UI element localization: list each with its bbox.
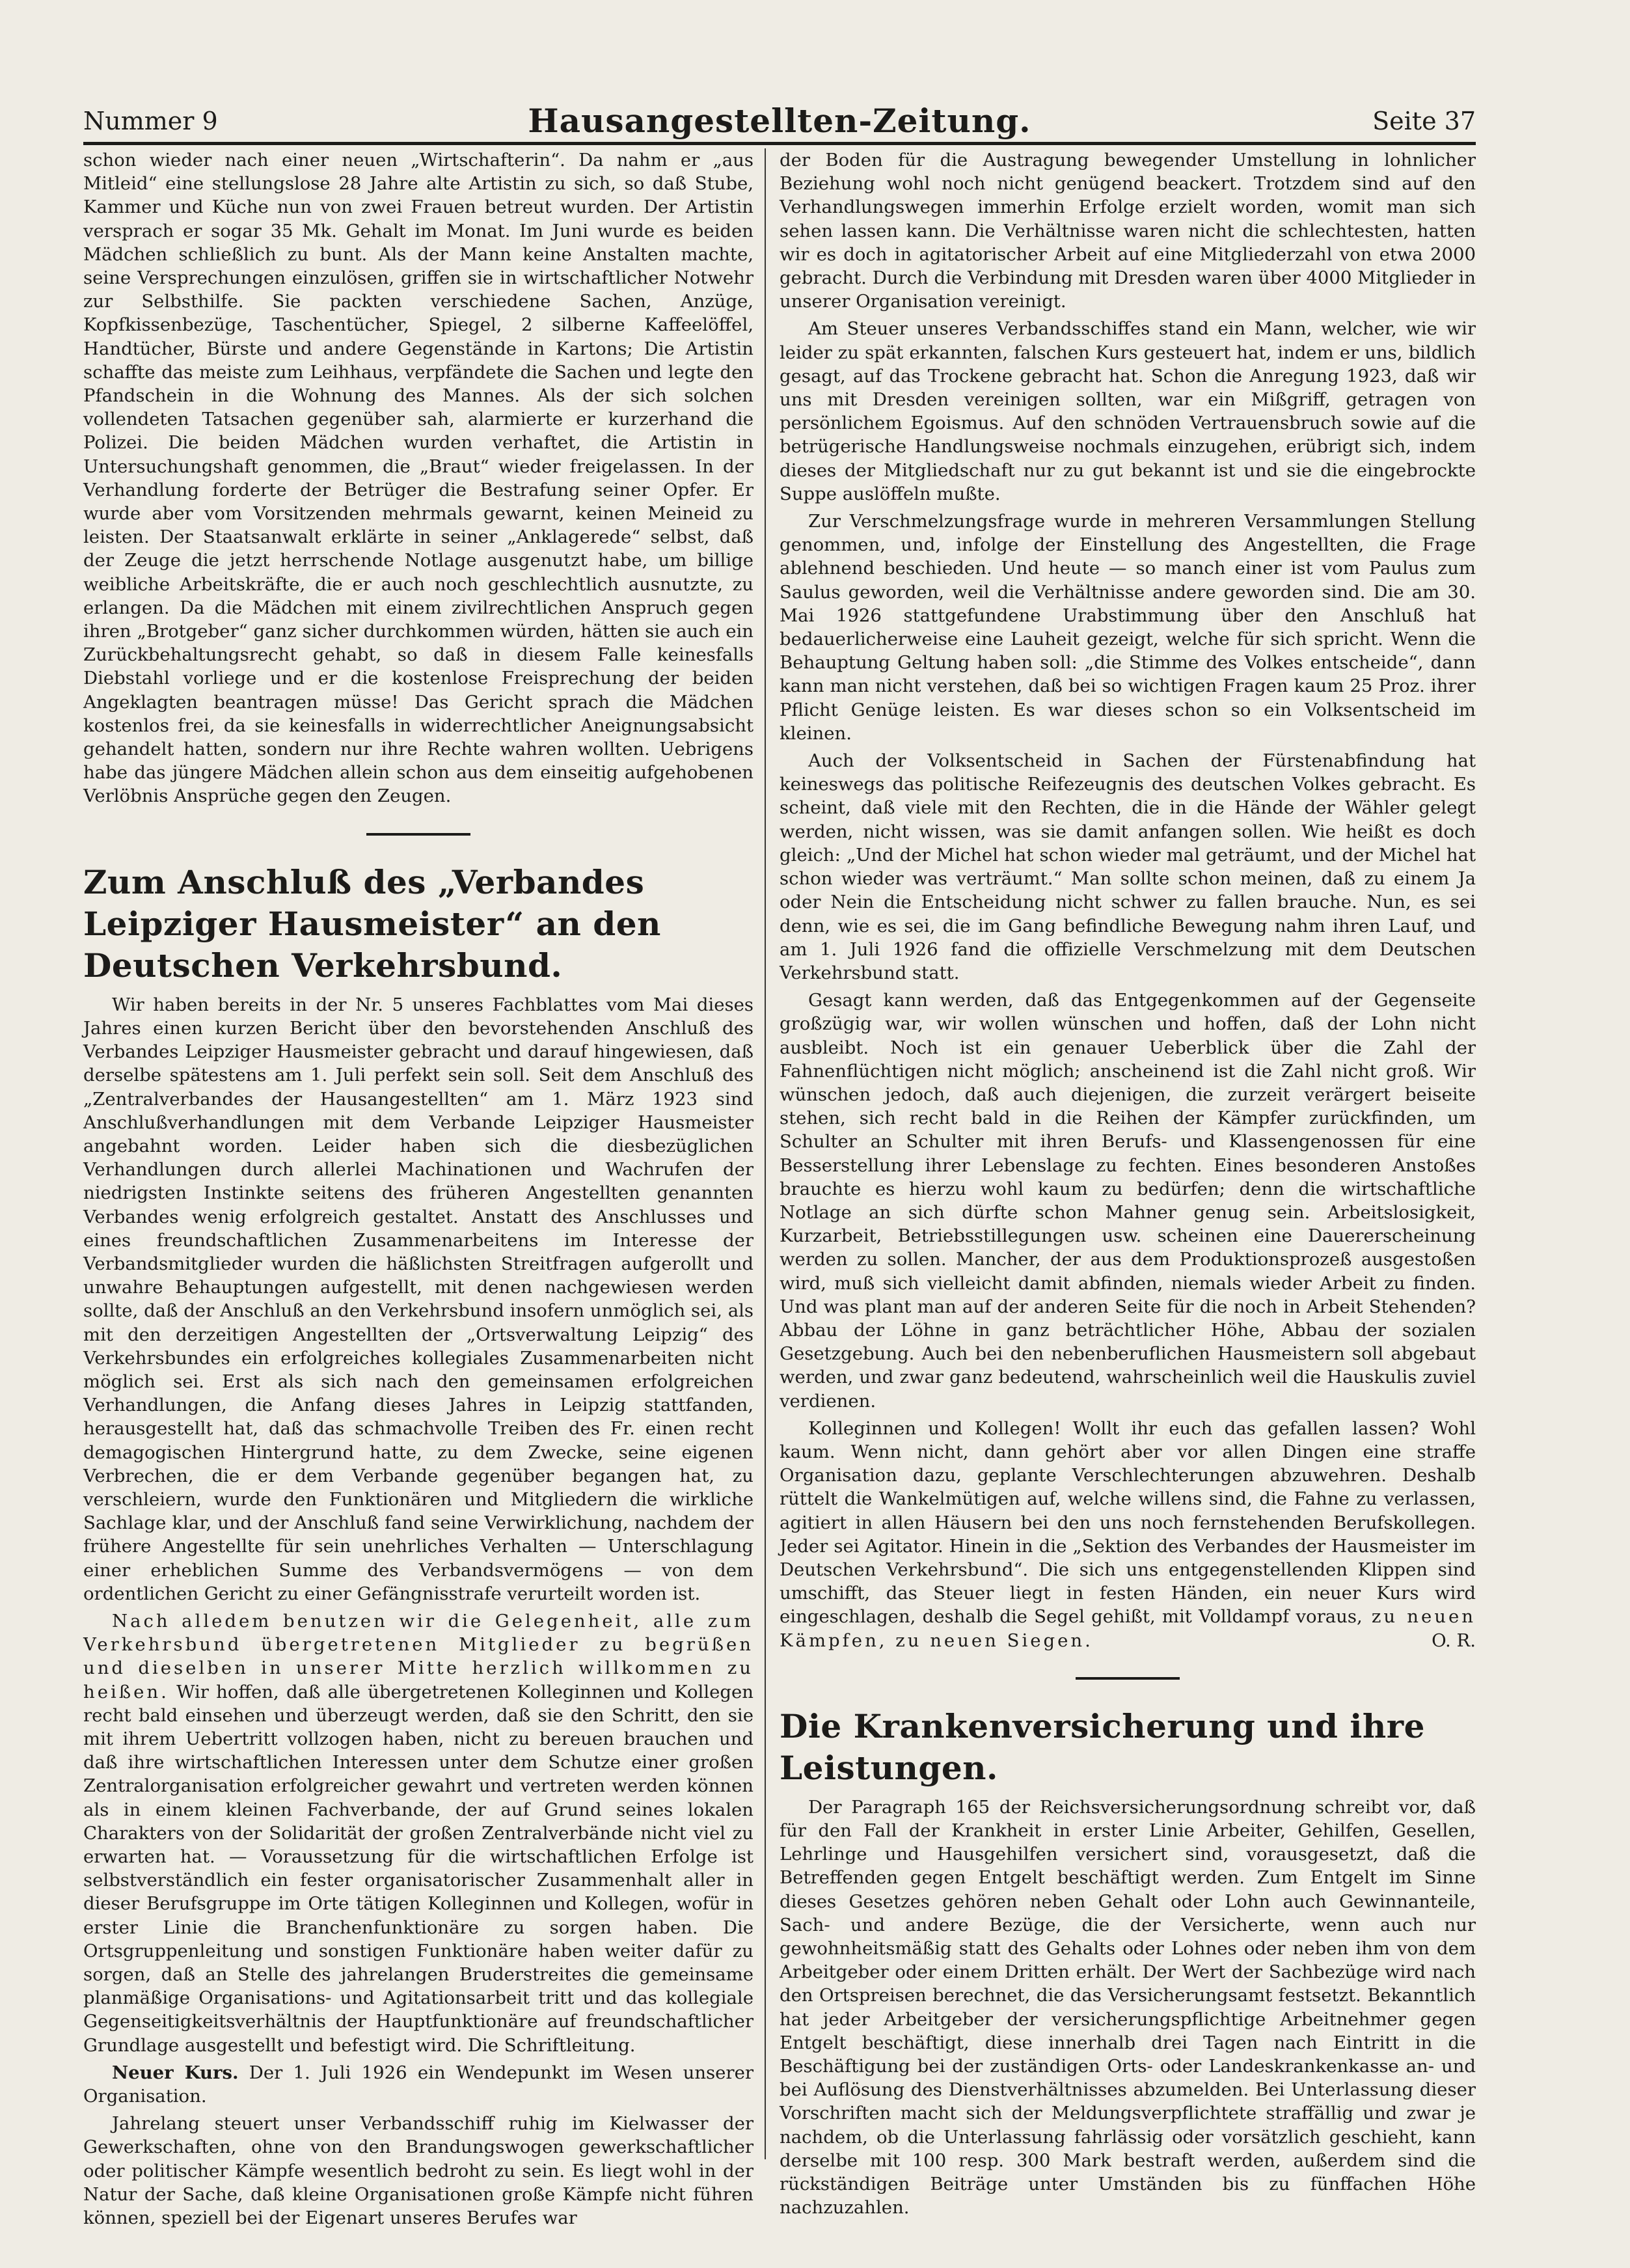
article-heading-hausmeister: Zum Anschluß des „Verbandes Leipziger Hausmeister“ an den Deutschen Verkehrsbund. [83,862,661,985]
page-number: Seite 37 [1372,107,1476,135]
paragraph [83,1609,754,2057]
paragraph [83,2061,754,2108]
left-column [83,148,754,2234]
signature: O. R. [1432,1630,1476,1651]
paragraph: Gesagt kann werden, daß das Entgegenkommen auf der Gegenseite großzügig war, wir wollen wünschen und hoffen, daß der Lohn nicht ausbleibt. Noch ist ein genauer Ueberblick über die Zahl der Fahnenflüchtigen nicht möglich; anscheinend ist die Zahl nicht groß. Wir wünschen jedoch, daß auch diejenigen, die zurzeit verärgert beiseite stehen, sich recht bald in die Reihen der Kämpfer zurückfinden, um Schulter an Schulter mit ihren Berufs- und Klassengenossen für eine Besserstellung ihrer Lebenslage zu fechten. Eines besonderen Anstoßes brauchte es hierzu wohl kaum zu bedürfen; denn die wirtschaftliche Notlage an sich dürfte schon Mahner genug sein. Arbeitslosigkeit, Kurzarbeit, Betriebsstillegungen usw. scheinen eine Dauererscheinung werden zu sollen. Mancher, der aus dem Produktionsprozeß ausgestoßen wird, muß sich vielleicht damit abfinden, niemals wieder Arbeit zu finden. Und was plant man auf der anderen Seite für die noch in Arbeit Stehenden? Abbau der Löhne in ganz beträchtlicher Höhe, Abbau der sozialen Gesetzgebung. Auch bei den nebenberuflichen Hausmeistern soll abgebaut werden, und zwar ganz bedeutend, wahrscheinlich weil die Hauskulis zuviel verdienen. [780,990,1476,1412]
paragraph: Wir haben bereits in der Nr. 5 unseres Fachblattes vom Mai dieses Jahres einen kurzen Bericht über den bevorstehenden Anschluß des Verbandes Leipziger Hausmeister gebracht und darauf hingewiesen, daß derselbe spätestens am 1. Juli perfekt sein soll. Seit dem Anschluß des „Zentralverbandes der Hausangestellten“ am 1. März 1923 sind Anschlußverhandlungen mit dem Verbande Leipziger Hausmeister angebahnt worden. Leider haben sich die diesbezüglichen Verhandlungen durch allerlei Machinationen und Wachrufen der niedrigsten Instinkte seitens des früheren Angestellten genannten Verbandes wenig erfolgreich gestaltet. Anstatt des Anschlusses und eines freundschaftlichen Zusammenarbeitens im Interesse der Verbandsmitglieder wurden die häßlichsten Streitfragen aufgerollt und unwahre Behauptungen aufgestellt, mit denen nachgewiesen werden sollte, daß der Anschluß an den Verkehrsbund insofern unmöglich sei, als mit den derzeitigen Angestellten der „Ortsverwaltung Leipzig“ des Verkehrsbundes ein erfolgreiches kollegiales Zusammenarbeiten nicht möglich sei. Erst als sich nach den gemeinsamen erfolgreichen Verhandlungen, die Anfang dieses Jahres in Leipzig stattfanden, herausgestellt hat, daß das schmachvolle Treiben des Fr. einen recht demagogischen Hintergrund hatte, zu dem Zwecke, seine eigenen Verbrechen, die er dem Verbande gegenüber begangen hat, zu verschleiern, wurde den Funktionären und Mitgliedern die wirkliche Sachlage klar, und der Anschluß fand seine Verwirklichung, nachdem der frühere Angestellte für sein unehrliches Verhalten — Unterschlagung einer erheblichen Summe des Verbandsvermögens — von dem ordentlichen Gericht zu einer Gefängnisstrafe verurteilt worden ist. [83,994,754,1604]
paragraph: Der Paragraph 165 der Reichsversicherungsordnung schreibt vor, daß für den Fall der Krankheit in erster Linie Arbeiter, Gehilfen, Gesellen, Lehrlinge und Hausgehilfen versichert sind, vorausgesetzt, daß die Betreffenden gegen Entgelt beschäftigt werden. Zum Entgelt im Sinne dieses Gesetzes gehören neben Gehalt oder Lohn auch Gewinnanteile, Sach- und andere Bezüge, die der Versicherte, wenn auch nur gewohnheitsmäßig statt des Gehalts oder Lohnes oder neben ihm von dem Arbeitgeber oder einem Dritten erhält. Der Wert der Sachbezüge wird nach den Ortspreisen berechnet, die das Versicherungsamt festsetzt. Bekanntlich hat jeder Arbeitgeber der versicherungspflichtige Arbeitnehmer gegen Entgelt beschäftigt, diese innerhalb drei Tagen nach Eintritt in die Beschäftigung bei der zuständigen Orts- oder Landeskrankenkasse an- und bei Auflösung des Dienstverhältnisses abzumelden. Bei Unterlassung dieser Vorschriften macht sich der Meldungsverpflichtete straffällig und zwar je nachdem, ob die Unterlassung fahrlässig oder vorsätzlich geschieht, kann derselbe mit 100 resp. 300 Mark bestraft werden, außerdem sind die rückständigen Beiträge unter Umständen bis zu fünffachen Höhe nachzuzahlen. [780,1796,1476,2219]
paragraph: Auch der Volksentscheid in Sachen der Fürstenabfindung hat keineswegs das politische Reifezeugnis des deutschen Volkes gebracht. Es scheint, daß viele mit den Rechten, die in die Hände der Wähler gelegt werden, nicht wissen, was sie damit anfangen sollen. Wie heißt es doch gleich: „Und der Michel hat schon wieder mal geträumt, und der Michel hat schon wieder was verträumt.“ Man sollte schon meinen, daß zu einem Ja oder Nein die Entscheidung nicht schwer zu fallen brauche. Nun, es sei denn, wie es sei, die im Gang befindliche Bewegung nahm ihren Lauf, und am 1. Juli 1926 fand die offizielle Verschmelzung mit dem Deutschen Verkehrsbund statt. [780,750,1476,983]
article-continuation: schon wieder nach einer neuen „Wirtschafterin“. Da nahm er „aus Mitleid“ eine stellungslose 28 Jahre alte Artistin zu sich, so daß Stube, Kammer und Küche nun von zwei Frauen betreut wurden. Der Artistin versprach er sogar 35 Mk. Gehalt im Monat. Im Juni wurde es beiden Mädchen schließlich zu bunt. Als der Mann keine Anstalten machte, seine Versprechungen einzulösen, griffen sie in wirtschaftlicher Notwehr zur Selbsthilfe. Sie packten verschiedene Sachen, Anzüge, Kopfkissenbezüge, Taschentücher, Spiegel, 2 silberne Kaffeelöffel, Handtücher, Bürste und andere Gegenstände in Kartons; Die Artistin schaffte das meiste zum Leihhaus, verpfändete die Sachen und legte den Pfandschein in die Wohnung des Mannes. Als der sich solchen vollendeten Tatsachen gegenüber sah, alarmierte er kurzerhand die Polizei. Die beiden Mädchen wurden verhaftet, die Artistin in Untersuchungshaft genommen, die „Braut“ wieder freigelassen. In der Verhandlung forderte der Betrüger die Bestrafung seiner Opfer. Er wurde aber vom Vorsitzenden mehrmals gewarnt, keinen Meineid zu leisten. Der Staatsanwalt erklärte in seiner „Anklagerede“ selbst, daß der Zeuge die jetzt herrschende Notlage ausgenutzt habe, um billige weibliche Arbeitskräfte, die er auch noch geschlechtlich ausnutzte, zu erlangen. Da die Mädchen mit einem zivilrechtlichen Anspruch gegen ihren „Brotgeber“ ganz sicher durchkommen würden, hätten sie auch ein Zurückbehaltungsrecht gehabt, so daß in diesem Falle keinesfalls Diebstahl vorliege und er die kostenlose Freisprechung der beiden Angeklagten beantragen müsse! Das Gericht sprach die Mädchen kostenlos frei, da sie keinesfalls in widerrechtlicher Aneignungsabsicht gehandelt hatten, sondern nur ihre Rechte wahren wollten. Uebrigens habe das jüngere Mädchen allein schon aus dem einseitig aufgehobenen Verlöbnis Ansprüche gegen den Zeugen. [83,150,754,807]
newspaper-title: Hausangestellten-Zeitung. [528,102,1031,140]
subheading-neuer-kurs: Neuer Kurs. [112,2062,239,2083]
article-continuation: der Boden für die Austragung bewegender Umstellung in lohnlicher Beziehung wohl noch nicht genügend beackert. Trotzdem sind auf den Verhandlungswegen immerhin Erfolge erzielt worden, womit man sich sehen lassen kann. Die Verhältnisse waren nicht die schlechtesten, hatten wir es doch in agitatorischer Arbeit auf eine Mitgliederzahl von etwa 2000 gebracht. Durch die Verbindung mit Dresden waren über 4000 Mitglieder in unserer Organisation vereinigt. [780,150,1476,312]
paragraph-text: Wir hoffen, daß alle übergetretenen Kolleginnen und Kollegen recht bald einsehen und überzeugt werden, daß sie den Schritt, den sie mit ihrem Uebertritt vollzogen haben, nicht zu bereuen brauchen und daß ihre wirtschaftlichen Interessen unter dem Schutze einer großen Zentralorganisation erfolgreicher gewahrt und vertreten werden können als in einem kleinen Fachverbande, der auf Grund seines lokalen Charakters von der Solidarität der großen Zentralverbände nicht viel zu erwarten hat. — Voraussetzung für die wirtschaftlichen Erfolge ist selbstverständlich ein fester organisatorischer Zusammenhalt aller in dieser Berufsgruppe im Orte tätigen Kolleginnen und Kollegen, wofür in erster Linie die Branchenfunktionäre zu sorgen haben. Die Ortsgruppenleitung und sonstigen Funktionäre haben weiter dafür zu sorgen, daß an Stelle des jahrelangen Bruderstreites die gemeinsame planmäßige Organisations- und Agitationsarbeit tritt und das kollegiale Gegenseitigkeitsverhältnis der Hauptfunktionäre auf freundschaftlicher Grundlage ausgestellt und befestigt wird. Die Schriftleitung. [83,1681,754,2056]
paragraph [780,1417,1476,1652]
spaced-text: Nach alledem benutzen wir die Gelegenheit, alle zum Verkehrsbund übergetretenen Mitglieder zu begrüßen und dieselben in unserer Mitte herzlich willkommen zu heißen. [83,1610,754,1702]
column-rule [765,148,766,2159]
right-column [780,148,1476,2223]
article-heading-krankenversicherung: Die Krankenversicherung und ihre Leistungen. [780,1706,1425,1787]
paragraph: Zur Verschmelzungsfrage wurde in mehreren Versammlungen Stellung genommen, und, infolge der Einstellung des Angestellten, die Frage ablehnend beschieden. Und heute — so manch einer ist vom Paulus zum Saulus geworden, weil die Verhältnisse andere geworden sind. Die am 30. Mai 1926 stattgefundene Urabstimmung über den Anschluß hat bedauerlicherweise eine Lauheit gezeigt, welche für sich spricht. Wenn die Behauptung Geltung haben soll: „die Stimme des Volkes entscheide“, dann kann man nicht verstehen, daß bei so wichtigen Fragen kaum 25 Proz. ihrer Pflicht Genüge leisten. Es war dieses schon so ein Volksentscheid im kleinen. [780,511,1476,744]
paragraph-text: Der 1. Juli 1926 ein Wendepunkt im Wesen unserer Organisation. [83,2062,754,2107]
paragraph-text: Kolleginnen und Kollegen! Wollt ihr euch das gefallen lassen? Wohl kaum. Wenn nicht, dann gehört aber vor allen Dingen eine straffe Organisation dazu, geplante Verschlechterungen abzuwehren. Deshalb rüttelt die Wankelmütigen auf, welche willens sind, die Fahne zu verlassen, agitiert in allen Häusern bei den uns noch fernstehenden Berufskollegen. Jeder sei Agitator. Hinein in die „Sektion des Verbandes der Hausmeister im Deutschen Verkehrsbund“. Die sich uns entgegenstellenden Klippen sind umschifft, das Steuer liegt in festen Händen, ein neuer Kurs wird eingeschlagen, deshalb die Segel gehißt, mit Volldampf voraus, [780,1417,1476,1628]
paragraph: Am Steuer unseres Verbandsschiffes stand ein Mann, welcher, wie wir leider zu spät erkannten, falschen Kurs gesteuert hat, indem er uns, bildlich gesagt, auf das Trockene gebracht hat. Schon die Anregung 1923, daß wir uns mit Dresden vereinigen sollten, war ein Mißgriff, getragen von persönlichem Egoismus. Auf den schnöden Vertrauensbruch sowie auf die betrügerische Handlungsweise nochmals einzugehen, erübrigt sich, indem dieses der Mitgliedschaft nur zu gut bekannt ist und sie die eingebrockte Suppe auslöffeln mußte. [780,318,1476,504]
issue-number: Nummer 9 [83,107,218,135]
paragraph: Jahrelang steuert unser Verbandsschiff ruhig im Kielwasser der Gewerkschaften, ohne von den Brandungswogen gewerkschaftlicher oder politischer Kämpfe wesentlich bedroht zu sein. Es liegt wohl in der Natur der Sache, daß kleine Organisationen große Kämpfe nicht führen können, speziell bei der Eigenart unseres Berufes war [83,2113,754,2229]
page-header [83,103,1476,145]
article-divider [1076,1677,1180,1680]
article-divider [366,833,470,836]
spaced-text: zu neuen Kämpfen, zu neuen Siegen. [780,1606,1476,1651]
